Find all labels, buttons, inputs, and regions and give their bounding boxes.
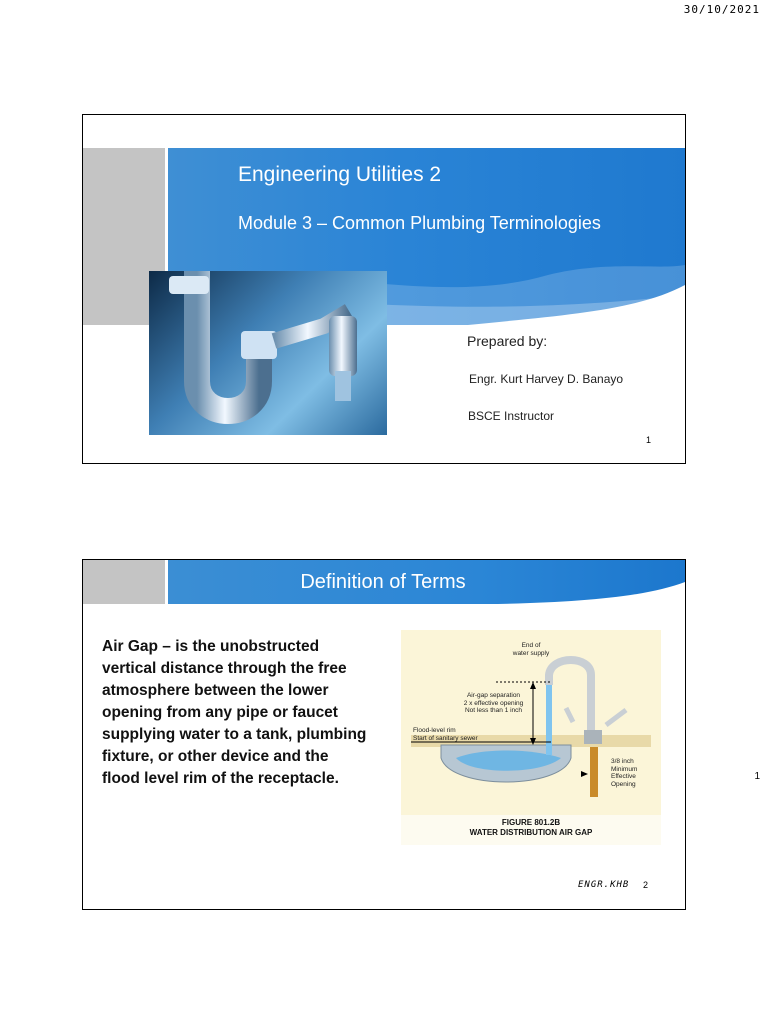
author-name: Engr. Kurt Harvey D. Banayo <box>469 372 624 386</box>
label-min-3: Effective <box>611 773 636 780</box>
caption-line-1: FIGURE 801.2B <box>501 818 561 827</box>
plumbing-pipe-photo <box>149 271 387 435</box>
figure-caption <box>401 818 661 838</box>
air-gap-figure <box>401 630 661 845</box>
label-end-supply-2: water supply <box>512 649 550 657</box>
label-airgap-1: Air-gap separation <box>466 692 521 699</box>
print-date: 30/10/2021 <box>683 3 760 16</box>
label-min-1: 3/8 inch <box>611 758 634 765</box>
slide-title: Engineering Utilities 2 <box>238 163 442 186</box>
slide-page-number: 2 <box>643 880 649 890</box>
label-flood-1: Flood-level rim <box>413 727 456 734</box>
slide-subtitle: Module 3 – Common Plumbing Terminologies <box>238 213 601 233</box>
label-airgap-2: 2 x effective opening <box>463 699 524 707</box>
definition-text <box>102 636 370 790</box>
label-end-supply-1: End of <box>521 642 541 649</box>
slide-1 <box>82 114 686 464</box>
slide-title: Definition of Terms <box>300 571 466 593</box>
definition-body: – is the unobstructed vertical distance through the free atmosphere between the lower opening from any pipe or faucet supplying water to a tank, plumbing fixture, or other device and the flood level rim of the receptacle. <box>102 638 367 787</box>
grey-accent-block <box>83 560 165 604</box>
prepared-by-label: Prepared by: <box>467 333 548 349</box>
slide-footer: ENGR.KHB <box>578 880 630 890</box>
label-airgap-3: Not less than 1 inch <box>464 707 523 714</box>
term: Air Gap <box>102 638 158 655</box>
label-flood-2: Start of sanitary sewer <box>413 734 478 742</box>
label-min-4: Opening <box>611 780 636 788</box>
label-min-2: Minimum <box>611 765 638 773</box>
slide-page-number: 1 <box>646 435 652 445</box>
slide-2 <box>82 559 686 910</box>
side-page-number: 1 <box>754 771 760 782</box>
author-role: BSCE Instructor <box>468 409 555 423</box>
caption-line-2: WATER DISTRIBUTION AIR GAP <box>469 828 593 837</box>
pipe-illustration <box>149 271 387 435</box>
